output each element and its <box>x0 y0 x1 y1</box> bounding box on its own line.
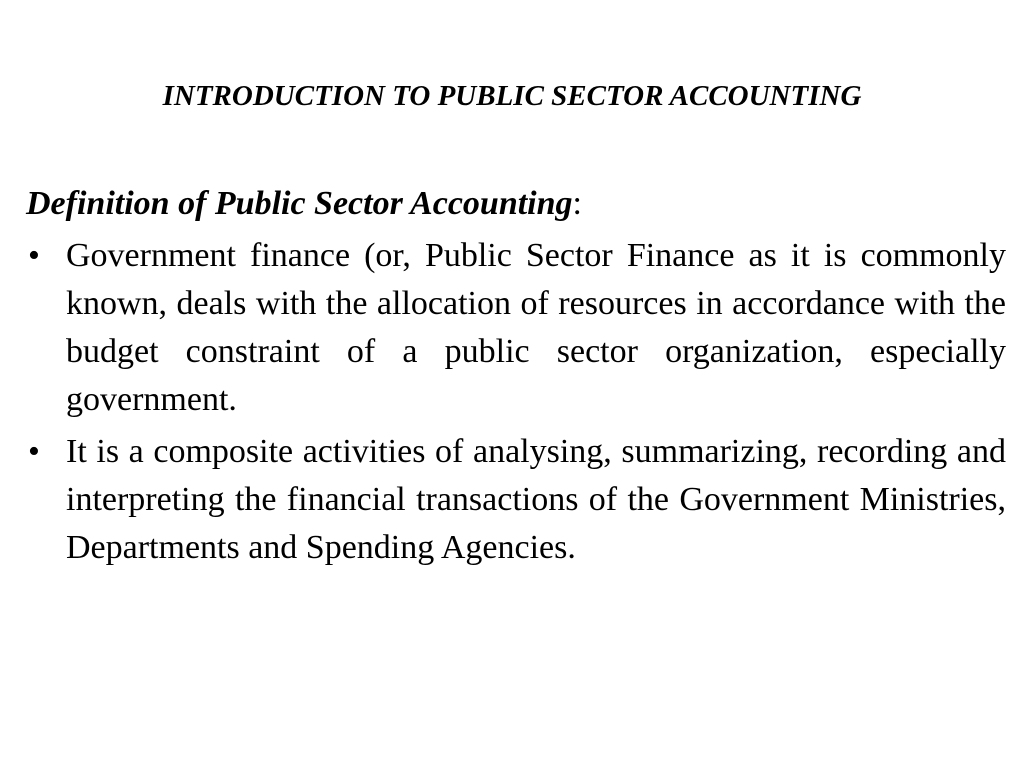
bullet-dot-icon: • <box>28 237 40 274</box>
bullet-list <box>26 232 1006 572</box>
bullet-text: It is a composite activities of analysing, summarizing, recording and interpreting the financial transactions of the Government Ministries, Departments and Spending Agencies. <box>66 433 1006 566</box>
bullet-text: Government finance (or, Public Sector Finance as it is commonly known, deals with the allocation of resources in accordance with the budget constraint of a public sector organization, especially government. <box>66 237 1006 418</box>
bullet-item <box>26 232 1006 424</box>
slide-content <box>26 180 1006 576</box>
bullet-dot-icon: • <box>28 433 40 470</box>
definition-colon: : <box>572 185 582 222</box>
definition-label: Definition of Public Sector Accounting <box>26 185 573 222</box>
bullet-item <box>26 428 1006 572</box>
definition-heading <box>26 180 1006 230</box>
slide-title: INTRODUCTION TO PUBLIC SECTOR ACCOUNTING <box>162 80 862 112</box>
